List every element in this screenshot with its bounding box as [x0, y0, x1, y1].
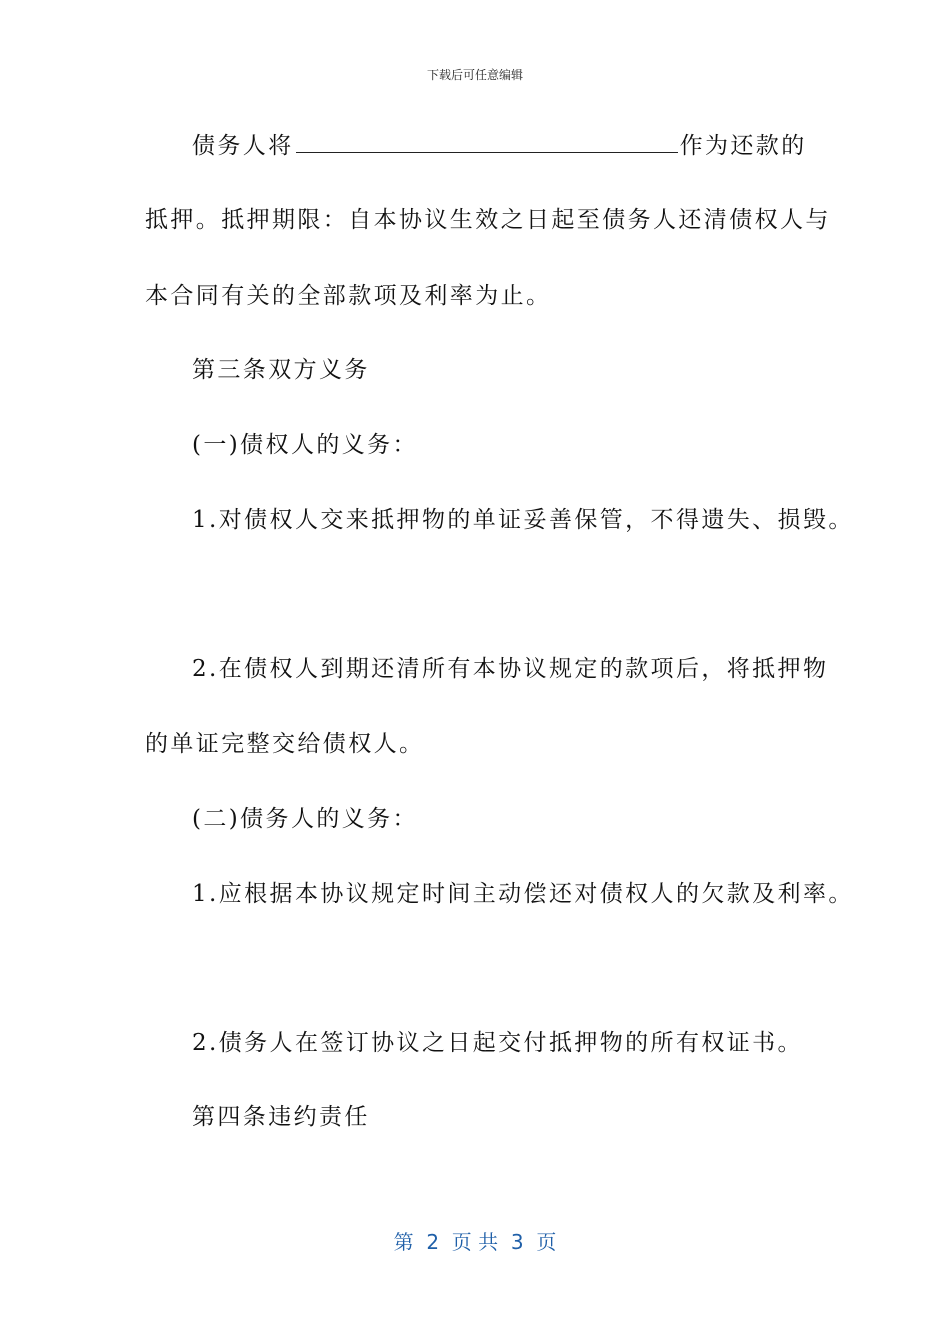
- creditor-obligation-item-1: 1.对债权人交来抵押物的单证妥善保管，不得遗失、损毁。: [192, 507, 854, 533]
- blank-line: [296, 134, 678, 153]
- paragraph-collateral-line3: 本合同有关的全部款项及利率为止。: [145, 283, 552, 309]
- debtor-obligations-heading: (二)债务人的义务：: [192, 806, 418, 832]
- text-as-repayment: 作为还款的: [679, 133, 807, 159]
- paragraph-collateral-line1: [192, 132, 807, 160]
- debtor-obligation-item-2: 2.债务人在签订协议之日起交付抵押物的所有权证书。: [192, 1030, 803, 1056]
- page-number: 第 2 页 共 3 页: [393, 1230, 557, 1254]
- creditor-obligations-heading: (一)债权人的义务：: [192, 432, 418, 458]
- article-4-title: 第四条违约责任: [192, 1104, 370, 1130]
- article-3-title: 第三条双方义务: [192, 357, 370, 383]
- text-debtor-will: 债务人将: [192, 133, 294, 159]
- creditor-obligation-item-2-line2: 的单证完整交给债权人。: [145, 731, 425, 757]
- header-note: 下载后可任意编辑: [426, 68, 523, 82]
- paragraph-collateral-line2: 抵押。抵押期限：自本协议生效之日起至债务人还清债权人与: [145, 207, 831, 233]
- creditor-obligation-item-2-line1: 2.在债权人到期还清所有本协议规定的款项后，将抵押物: [192, 656, 829, 682]
- debtor-obligation-item-1: 1.应根据本协议规定时间主动偿还对债权人的欠款及利率。: [192, 881, 854, 907]
